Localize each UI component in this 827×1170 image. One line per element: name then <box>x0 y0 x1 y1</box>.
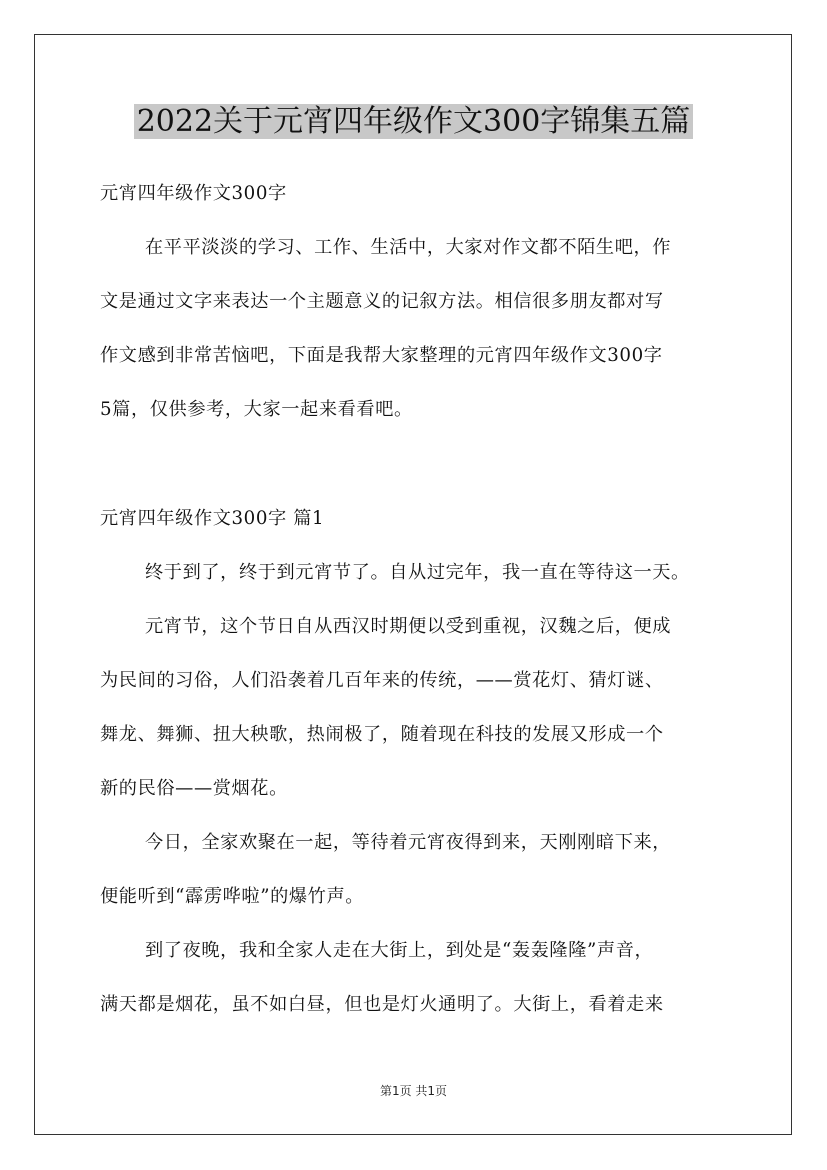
paragraph-line: 5篇，仅供参考，大家一起来看看吧。 <box>100 399 413 420</box>
paragraph-line: 舞龙、舞狮、扭大秧歌，热闹极了，随着现在科技的发展又形成一个 <box>100 724 664 745</box>
paragraph-line: 元宵节，这个节日自从西汉时期便以受到重视，汉魏之后，便成 <box>145 616 672 637</box>
paragraph-line: 在平平淡淡的学习、工作、生活中，大家对作文都不陌生吧，作 <box>145 237 672 258</box>
section-heading: 元宵四年级作文300字 <box>100 183 287 204</box>
paragraph-line: 到了夜晚，我和全家人走在大街上，到处是“轰轰隆隆”声音， <box>145 940 654 961</box>
title-highlight: 2022关于元宵四年级作文300字锦集五篇 <box>134 104 694 139</box>
paragraph-line: 新的民俗——赏烟花。 <box>100 778 288 799</box>
paragraph-line: 便能听到“霹雳哗啦”的爆竹声。 <box>100 886 365 907</box>
paragraph-line: 终于到了，终于到元宵节了。自从过完年，我一直在等待这一天。 <box>145 562 690 583</box>
article-heading: 元宵四年级作文300字 篇1 <box>100 508 325 529</box>
paragraph-line: 作文感到非常苦恼吧，下面是我帮大家整理的元宵四年级作文300字 <box>100 345 663 366</box>
page-footer: 第1页 共1页 <box>379 1084 448 1098</box>
document-title <box>0 100 827 144</box>
paragraph-line: 文是通过文字来表达一个主题意义的记叙方法。相信很多朋友都对写 <box>100 291 664 312</box>
paragraph-line: 为民间的习俗，人们沿袭着几百年来的传统，——赏花灯、猜灯谜、 <box>100 670 664 691</box>
paragraph-line: 今日，全家欢聚在一起，等待着元宵夜得到来，天刚刚暗下来， <box>145 832 672 853</box>
paragraph-line: 满天都是烟花，虽不如白昼，但也是灯火通明了。大街上，看着走来 <box>100 994 664 1015</box>
